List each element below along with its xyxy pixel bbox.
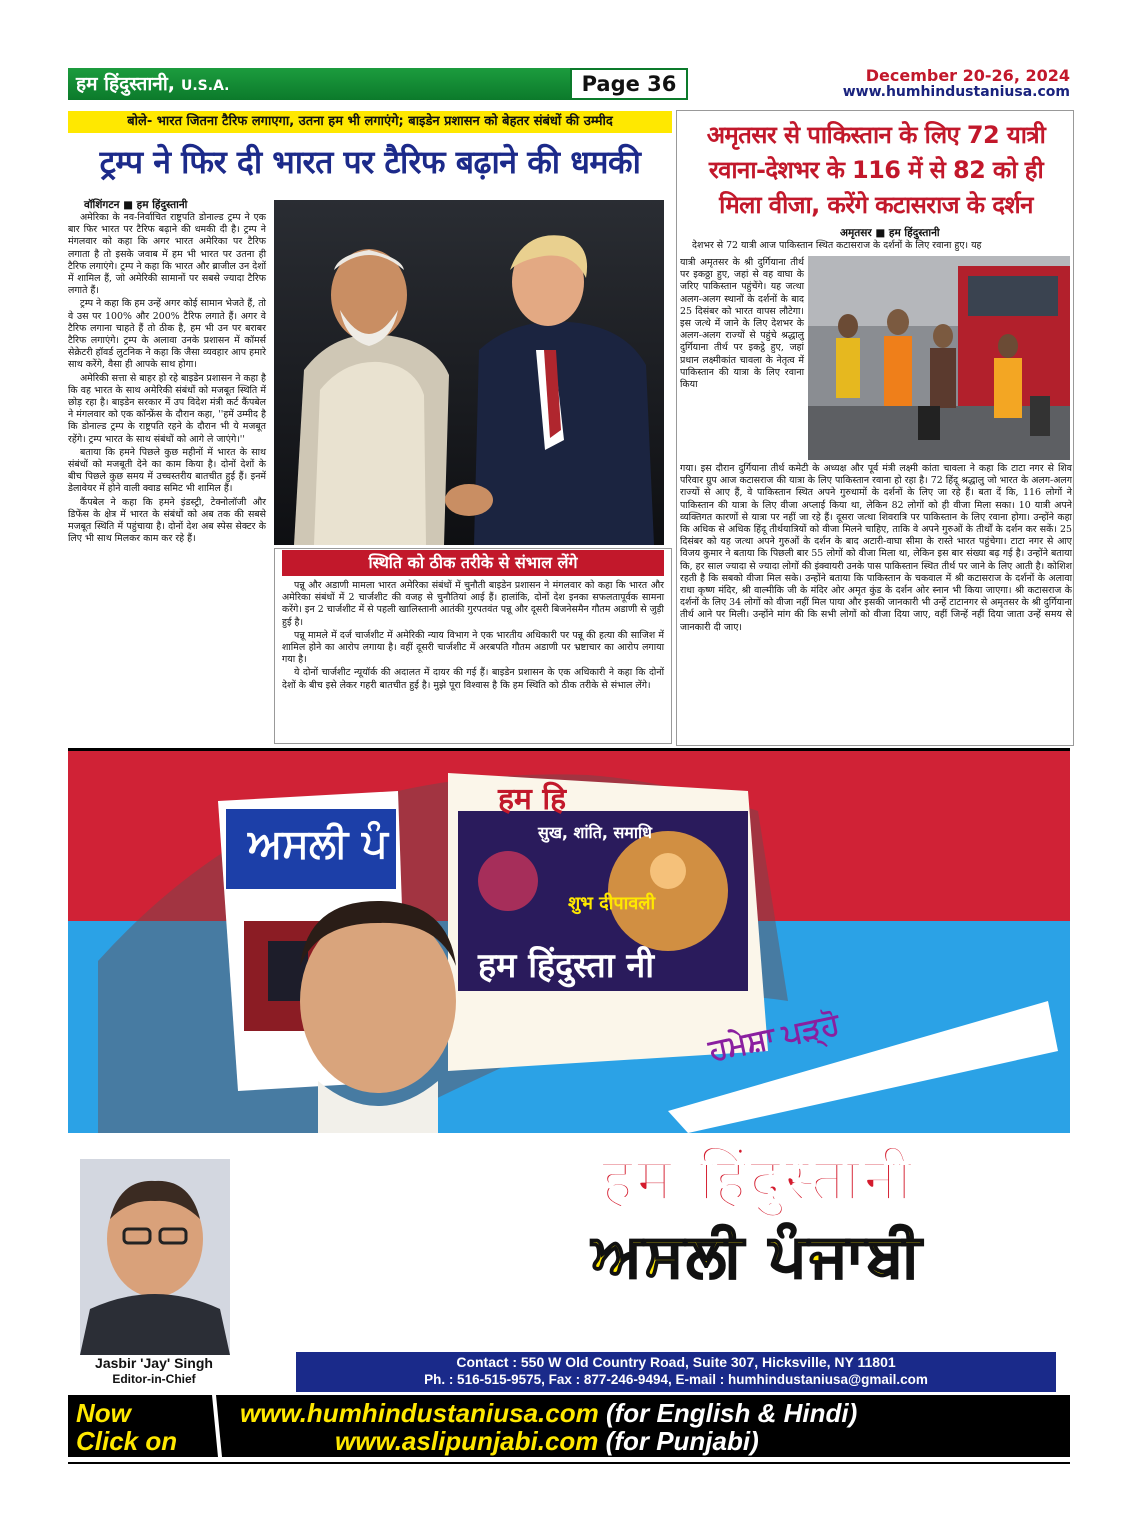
trump-paragraph: ये दोनों चार्जशीट न्यूयॉर्क की अदालत में दायर की गई हैं। बाइडेन प्रशासन के एक अधिकारी ने कहा कि दोनों देशों के बीच इसे लेकर गहरी बातचीत हुई है। मुझे पूरा विश्वास है कि हम स्थिति को ठीक तरीके से संभाल लेंगे।: [282, 667, 664, 691]
pilgrims-photo: [808, 256, 1070, 460]
editor-title: Editor-in-Chief: [112, 1372, 196, 1386]
trump-column-1: [68, 212, 266, 546]
right-paper-line: शुभ दीपावली: [568, 893, 656, 914]
trump-paragraph: अमेरिकी सत्ता से बाहर हो रहे बाइडेन प्रशासन ने कहा है कि वह भारत के साथ अमेरिकी संबंधों को मजबूत स्थिति में छोड़ रहा है। बाइडेन सरकार में उप विदेश मंत्री कर्ट कैंपबेल ने मंगलवार को एक कॉन्फ्रेंस के दौरान कहा, ''हमें उम्मीद है कि डोनाल्ड ट्रम्प के राष्ट्रपति रहने के दौरान भी ये मजबूत रहेंगे। ट्रम्प भारत के साथ संबंधों को आगे ले जाएंगे।'': [68, 372, 266, 445]
english-hindi-link[interactable]: [240, 1398, 857, 1429]
contact-address: Contact : 550 W Old Country Road, Suite 307, Hicksville, NY 11801: [456, 1354, 896, 1370]
trump-paragraph: ट्रम्प ने कहा कि हम उन्हें अगर कोई सामान भेजते हैं, तो वे उस पर 100% और 200% टैरिफ लगाते हैं। अगर वे टैरिफ लगाना चाहते हैं तो ठीक है, हम भी उन पर बराबर टैरिफ लगाएंगे। ट्रम्प के अलावा उनके प्रशासन में कॉमर्स सेक्रेटरी हॉवर्ड लुटनिक ने कहा कि जैसा व्यवहार आप हमारे साथ करेंगे, वैसा ही आपके साथ होगा।: [68, 298, 266, 371]
newspaper-advertisement: [68, 748, 1070, 1343]
editor-name: Jasbir 'Jay' Singh: [95, 1355, 213, 1371]
ad-brand-punjabi: ਅਸਲੀ ਪੰਜਾਬੀ: [592, 1221, 924, 1289]
website-link[interactable]: www.humhindustaniusa.com: [842, 84, 1070, 100]
trump-kicker: बोले- भारत जितना टैरिफ लगाएगा, उतना हम भी लगाएंगे; बाइडेन प्रशासन को बेहतर संबंधों की उम्मीद: [68, 111, 672, 133]
trump-paragraph: कैंपबेल ने कहा कि हमने इंडस्ट्री, टेक्नोलॉजी और डिफेंस के क्षेत्र में भारत के संबंधों को अब तक की सबसे मजबूत स्थिति में पहुंचाया है। दोनों देश अब स्पेस सेक्टर के लिए भी साथ मिलकर काम कर रहे हैं।: [68, 496, 266, 545]
trump-paragraph: पन्नू मामले में दर्ज चार्जशीट में अमेरिकी न्याय विभाग ने एक भारतीय अधिकारी पर पन्नू की हत्या की साजिश में शामिल होने का आरोप लगाया है। वहीं दूसरी चार्जशीट में अरबपति गौतम अडाणी पर भ्रष्टाचार का आरोप लगाया गया है।: [282, 629, 664, 666]
slash-divider: [212, 1395, 222, 1457]
amritsar-headline-line: अमृतसर से पाकिस्तान के लिए 72 यात्री: [706, 121, 1046, 149]
punjabi-link[interactable]: [335, 1426, 759, 1457]
amritsar-byline: अमृतसर ■ हम हिंदुस्तानी: [840, 227, 940, 239]
amritsar-lead-text: देशभर से 72 यात्री आज पाकिस्तान स्थित कटासराज के दर्शनों के लिए रवाना हुए। यह: [692, 240, 982, 251]
right-paper-line: हम हिंदुस्ता नी: [478, 946, 655, 986]
amritsar-side-text: यात्री अमृतसर के श्री दुर्गियाना तीर्थ पर इकठ्ठा हुए, जहां से वह वाघा के जरिए पाकिस्तान पहुंचेंगे। यह जत्था अलग-अलग स्थानों के दर्शनों के बाद 25 दिसंबर को भारत वापस लौटेगा। इस जत्थे में जाने के लिए देशभर के अलग-अलग राज्यों से पहुंचे श्रद्धालु दुर्गियाना तीर्थ पर इकट्ठे हुए, जहां प्रधान लक्ष्मीकांत चावला के नेतृत्व में पाकिस्तान की यात्रा के लिए रवाना किया: [680, 257, 804, 391]
trump-paragraph: बताया कि हमने पिछले कुछ महीनों में भारत के साथ संबंधों को मजबूती देने का काम किया है। दोनों देशों के बीच पिछले कुछ समय में उच्चस्तरीय बातचीत हुई हैं। इनमें डेलावेयर में होने वाली क्वाड समिट भी शामिल हैं।: [68, 446, 266, 495]
trump-byline: वॉशिंगटन ■ हम हिंदुस्तानी: [84, 199, 188, 211]
punjabi-suffix: (for Punjabi): [605, 1426, 759, 1456]
editor-photo: [78, 1157, 228, 1353]
ad-brand-hindi: हम हिंदुस्तानी: [601, 1145, 915, 1215]
page-number: Page 36: [570, 68, 688, 100]
click-on-label: Click on: [76, 1426, 178, 1456]
masthead: [68, 68, 688, 100]
paper-name: हम हिंदुस्तानी,: [76, 73, 175, 95]
amritsar-side-column: [680, 257, 804, 392]
contact-phone-email: Ph. : 516-515-9575, Fax : 877-246-9494, E-mail : humhindustaniusa@gmail.com: [424, 1372, 928, 1387]
amritsar-headline: [680, 118, 1072, 223]
english-hindi-suffix: (for English & Hindi): [605, 1398, 858, 1428]
left-paper-title: ਅਸਲੀ ਪੰ: [248, 821, 388, 867]
amritsar-headline-line: मिला वीजा, करेंगे कटासराज के दर्शन: [719, 191, 1033, 219]
bottom-rule: [68, 1462, 1070, 1464]
right-paper-line: सुख, शांति, समाधि: [538, 823, 653, 842]
paper-region: U.S.A.: [181, 78, 230, 94]
amritsar-headline-line: रवाना-देशभर के 116 में से 82 को ही: [708, 156, 1044, 184]
punjabi-url[interactable]: www.aslipunjabi.com: [335, 1426, 599, 1456]
trump-column-2: [282, 580, 664, 693]
ad-slogan: ਹਮੇਸ਼ਾ ਪੜ੍ਹੋ: [705, 1007, 843, 1068]
trump-paragraph: अमेरिका के नव-निर्वाचित राष्ट्रपति डोनाल्ड ट्रम्प ने एक बार फिर भारत पर टैरिफ बढ़ाने की धमकी दी है। ट्रम्प ने मंगलवार को कहा कि अगर भारत अमेरिका पर टैरिफ लगाता है तो इसके जवाब में हम भी भारत पर उतना ही टैरिफ लगाएंगे। ट्रम्प ने कहा कि भारत और ब्राजील उन देशों में शामिल हैं, जो अमेरिकी सामानों पर सबसे ज्यादा टैरिफ लगाते हैं।: [68, 212, 266, 297]
trump-subhead: स्थिति को ठीक तरीके से संभाल लेंगे: [282, 550, 664, 576]
ad-tagline: ਅਮਰੀਕਾ ਅਤੇ ਭਾਰਤ ਤੋਂ ਇਕੋ ਵੇਲੇ ਪ੍ਰਕਾਸ਼ਤ ਹੋਣ ਵਾਲਾ ਹਫਤਾਵਾਰੀ ਅਖ਼ਬਾਰ: [503, 1327, 893, 1343]
amritsar-continuation: [680, 463, 1072, 635]
now-label: Now: [76, 1398, 131, 1428]
modi-trump-photo: [274, 200, 664, 545]
trump-headline: ट्रम्प ने फिर दी भारत पर टैरिफ बढ़ाने की धमकी: [99, 143, 641, 181]
issue-date: December 20-26, 2024: [865, 66, 1070, 85]
trump-paragraph: पन्नू और अडाणी मामला भारत अमेरिका संबंधों में चुनौती बाइडेन प्रशासन ने मंगलवार को कहा कि भारत और अमेरिका संबंधों में 2 चार्जशीट की वजह से चुनौतियां आई हैं। हालांकि, दोनों देश इनका सफलतापूर्वक सामना करेंगे। इन 2 चार्जशीट में से पहली खालिस्तानी आतंकी गुरपतवंत पन्नू और दूसरी बिजनेसमैन गौतम अडाणी से जुड़ी हुई है।: [282, 580, 664, 628]
masthead-bar: [68, 68, 570, 100]
amritsar-continuation-text: गया। इस दौरान दुर्गियाना तीर्थ कमेटी के अध्यक्ष और पूर्व मंत्री लक्ष्मी कांता चावला ने कहा कि टाटा नगर से शिव परिवार ग्रुप आज कटासराज की यात्रा के लिए पाकिस्तान रवाना हो रहा है। 72 हिंदू श्रद्धालु जो भारत के अलग-अलग राज्यों से आए हैं, वे पाकिस्तान स्थित अपने गुरुधामों के दर्शनों के लिए जा रहे हैं। बता दें कि, 116 लोगों ने पाकिस्तान की यात्रा के लिए वीजा अप्लाई किया था, लेकिन 82 लोगों को ही वीजा मिला सका। 10 यात्री अपने व्यक्तिगत कारणों से यात्रा पर नहीं जा रहे हैं। दूसरा जत्था शिवरात्रि पर पाकिस्तान के लिए रवाना होगा। उन्होंने कहा कि अधिक से अधिक हिंदू तीर्थयात्रियों को वीजा मिलने चाहिए, ताकि वे अपने गुरुओं के तीर्थों के दर्शन कर सकें। 25 दिसंबर को यह जत्था अपने गुरुओं के दर्शन के बाद अटारी-वाघा सीमा के रास्ते भारत पहुंचेगा। टाटा नगर से आए विजय कुमार ने बताया कि पिछली बार 55 लोगों को वीजा मिला था, लेकिन इस बार संख्या बढ़ गई है। उन्होंने बताया कि, हर साल ज्यादा से ज्यादा लोगों की इंक्वायरी उनके पास पाकिस्तान स्थित तीर्थ पर जाने के लिए आती है। कोशिश रहती है कि सबको वीजा मिल सके। उन्होंने बताया कि पाकिस्तान के चकवाल में श्री कटासराज के दर्शनों के अलावा राधा कृष्ण मंदिर, श्री वाल्मीकि जी के मंदिर ओर अमृत कुंड के दर्शन ओर स्नान भी किया जाएगा। श्री कटासराज के दर्शनों के लिए 34 लोगों को वीजा नहीं मिल पाया और इसकी जानकारी भी उन्हें टाटानगर से अमृतसर के श्री दुर्गियाना तीर्थ आने पर मिली। उन्होंने मांग की कि सभी लोगों को वीजा दिया जाए, वहीं जिन्हें नहीं दिया जाता उन्हें समय से जानकारी दी जाए।: [680, 463, 1072, 633]
right-paper-title: हम हि: [498, 782, 567, 817]
english-hindi-url[interactable]: www.humhindustaniusa.com: [240, 1398, 599, 1428]
amritsar-lead: [680, 240, 1072, 253]
